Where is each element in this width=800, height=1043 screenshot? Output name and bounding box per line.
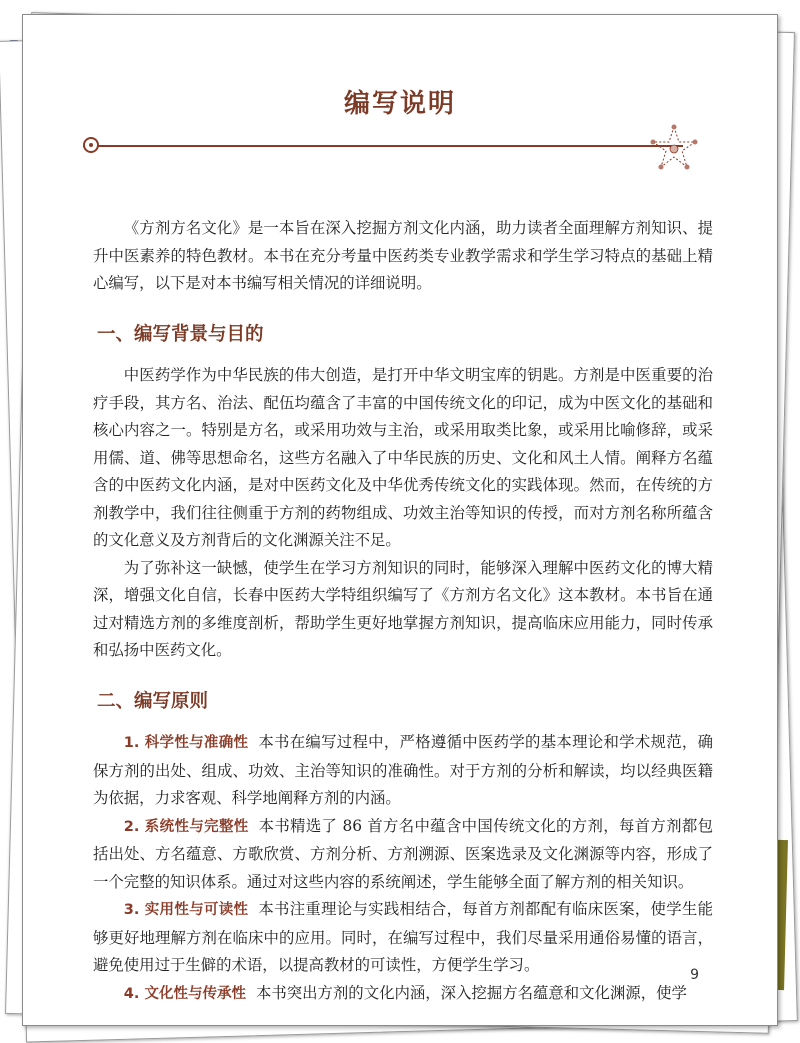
- principle-lead: 1. 科学性与准确性: [123, 735, 249, 751]
- principle-text: 本书精选了 86 首方名中蕴含中国传统文化的方剂，每首方剂都包括出处、方名蕴意、方歌欣赏、方剂分析、方剂溯源、医案选录及文化渊源等内容，形成了一个完整的知识体系。通过对这些内容的系统阐述，学生能够全面了解方剂的相关知识。: [93, 816, 713, 891]
- principle-text: 本书注重理论与实践相结合，每首方剂都配有临床医案，使学生能够更好地理解方剂在临床中的应用。同时，在编写过程中，我们尽量采用通俗易懂的语言，避免使用过于生僻的术语，以提高教材的可读性，方便学生学习。: [93, 900, 713, 974]
- principle-lead: 2. 系统性与完整性: [123, 818, 249, 835]
- section-heading: 一、编写背景与目的: [97, 323, 264, 345]
- principle-item: [93, 896, 713, 980]
- principle-item: [93, 980, 713, 1009]
- title-divider: [83, 145, 683, 147]
- divider-start-ornament: [83, 137, 99, 153]
- page-title: 编写说明: [343, 89, 456, 119]
- principle-item: [93, 729, 713, 813]
- page-number: 9: [690, 967, 699, 983]
- body-paragraph: 为了弥补这一缺憾，使学生在学习方剂知识的同时，能够深入理解中医药文化的博大精深，增强文化自信，长春中医药大学特组织编写了《方剂方名文化》这本教材。本书旨在通过对精选方剂的多维度剖析，帮助学生更好地掌握方剂知识，提高临床应用能力，同时传承和弘扬中医药文化。: [93, 558, 713, 659]
- section-heading: 二、编写原则: [97, 690, 209, 712]
- principle-lead: 3. 实用性与可读性: [123, 902, 249, 918]
- principle-text: 本书在编写过程中，严格遵循中医药学的基本理论和学术规范，确保方剂的出处、组成、功效、主治等知识的准确性。对于方剂的分析和解读，均以经典医籍为依据，力求客观、科学地阐释方剂的内涵。: [93, 733, 713, 807]
- main-content: [93, 215, 713, 1008]
- principle-lead: 4. 文化性与传承性: [123, 985, 246, 1002]
- floral-ornament-icon: [649, 123, 699, 173]
- principle-text: 本书突出方剂的文化内涵，深入挖掘方名蕴意和文化渊源，使学: [255, 983, 687, 1002]
- body-paragraph: 中医药学作为中华民族的伟大创造，是打开中华文明宝库的钥匙。方剂是中医重要的治疗手段，其方名、治法、配伍均蕴含了丰富的中国传统文化的印记，成为中医文化的基础和核心内容之一。特别是方名，或采用功效与主治，或采用取类比象，或采用比喻修辞，或采用儒、道、佛等思想命名，这些方名融入了中华民族的历史、文化和风土人情。阐释方名蕴含的中医药文化内涵，是对中医药文化及中华优秀传统文化的实践体现。然而，在传统的方剂教学中，我们往往侧重于方剂的药物组成、功效主治等知识的传授，而对方剂名称所蕴含的文化意义及方剂背后的文化渊源关注不足。: [93, 366, 713, 549]
- principle-item: [93, 813, 713, 897]
- intro-paragraph: 《方剂方名文化》是一本旨在深入挖掘方剂文化内涵，助力读者全面理解方剂知识、提升中医素养的特色教材。本书在充分考量中医药类专业教学需求和学生学习特点的基础上精心编写，以下是对本书编写相关情况的详细说明。: [93, 219, 713, 292]
- document-page: [22, 14, 778, 1026]
